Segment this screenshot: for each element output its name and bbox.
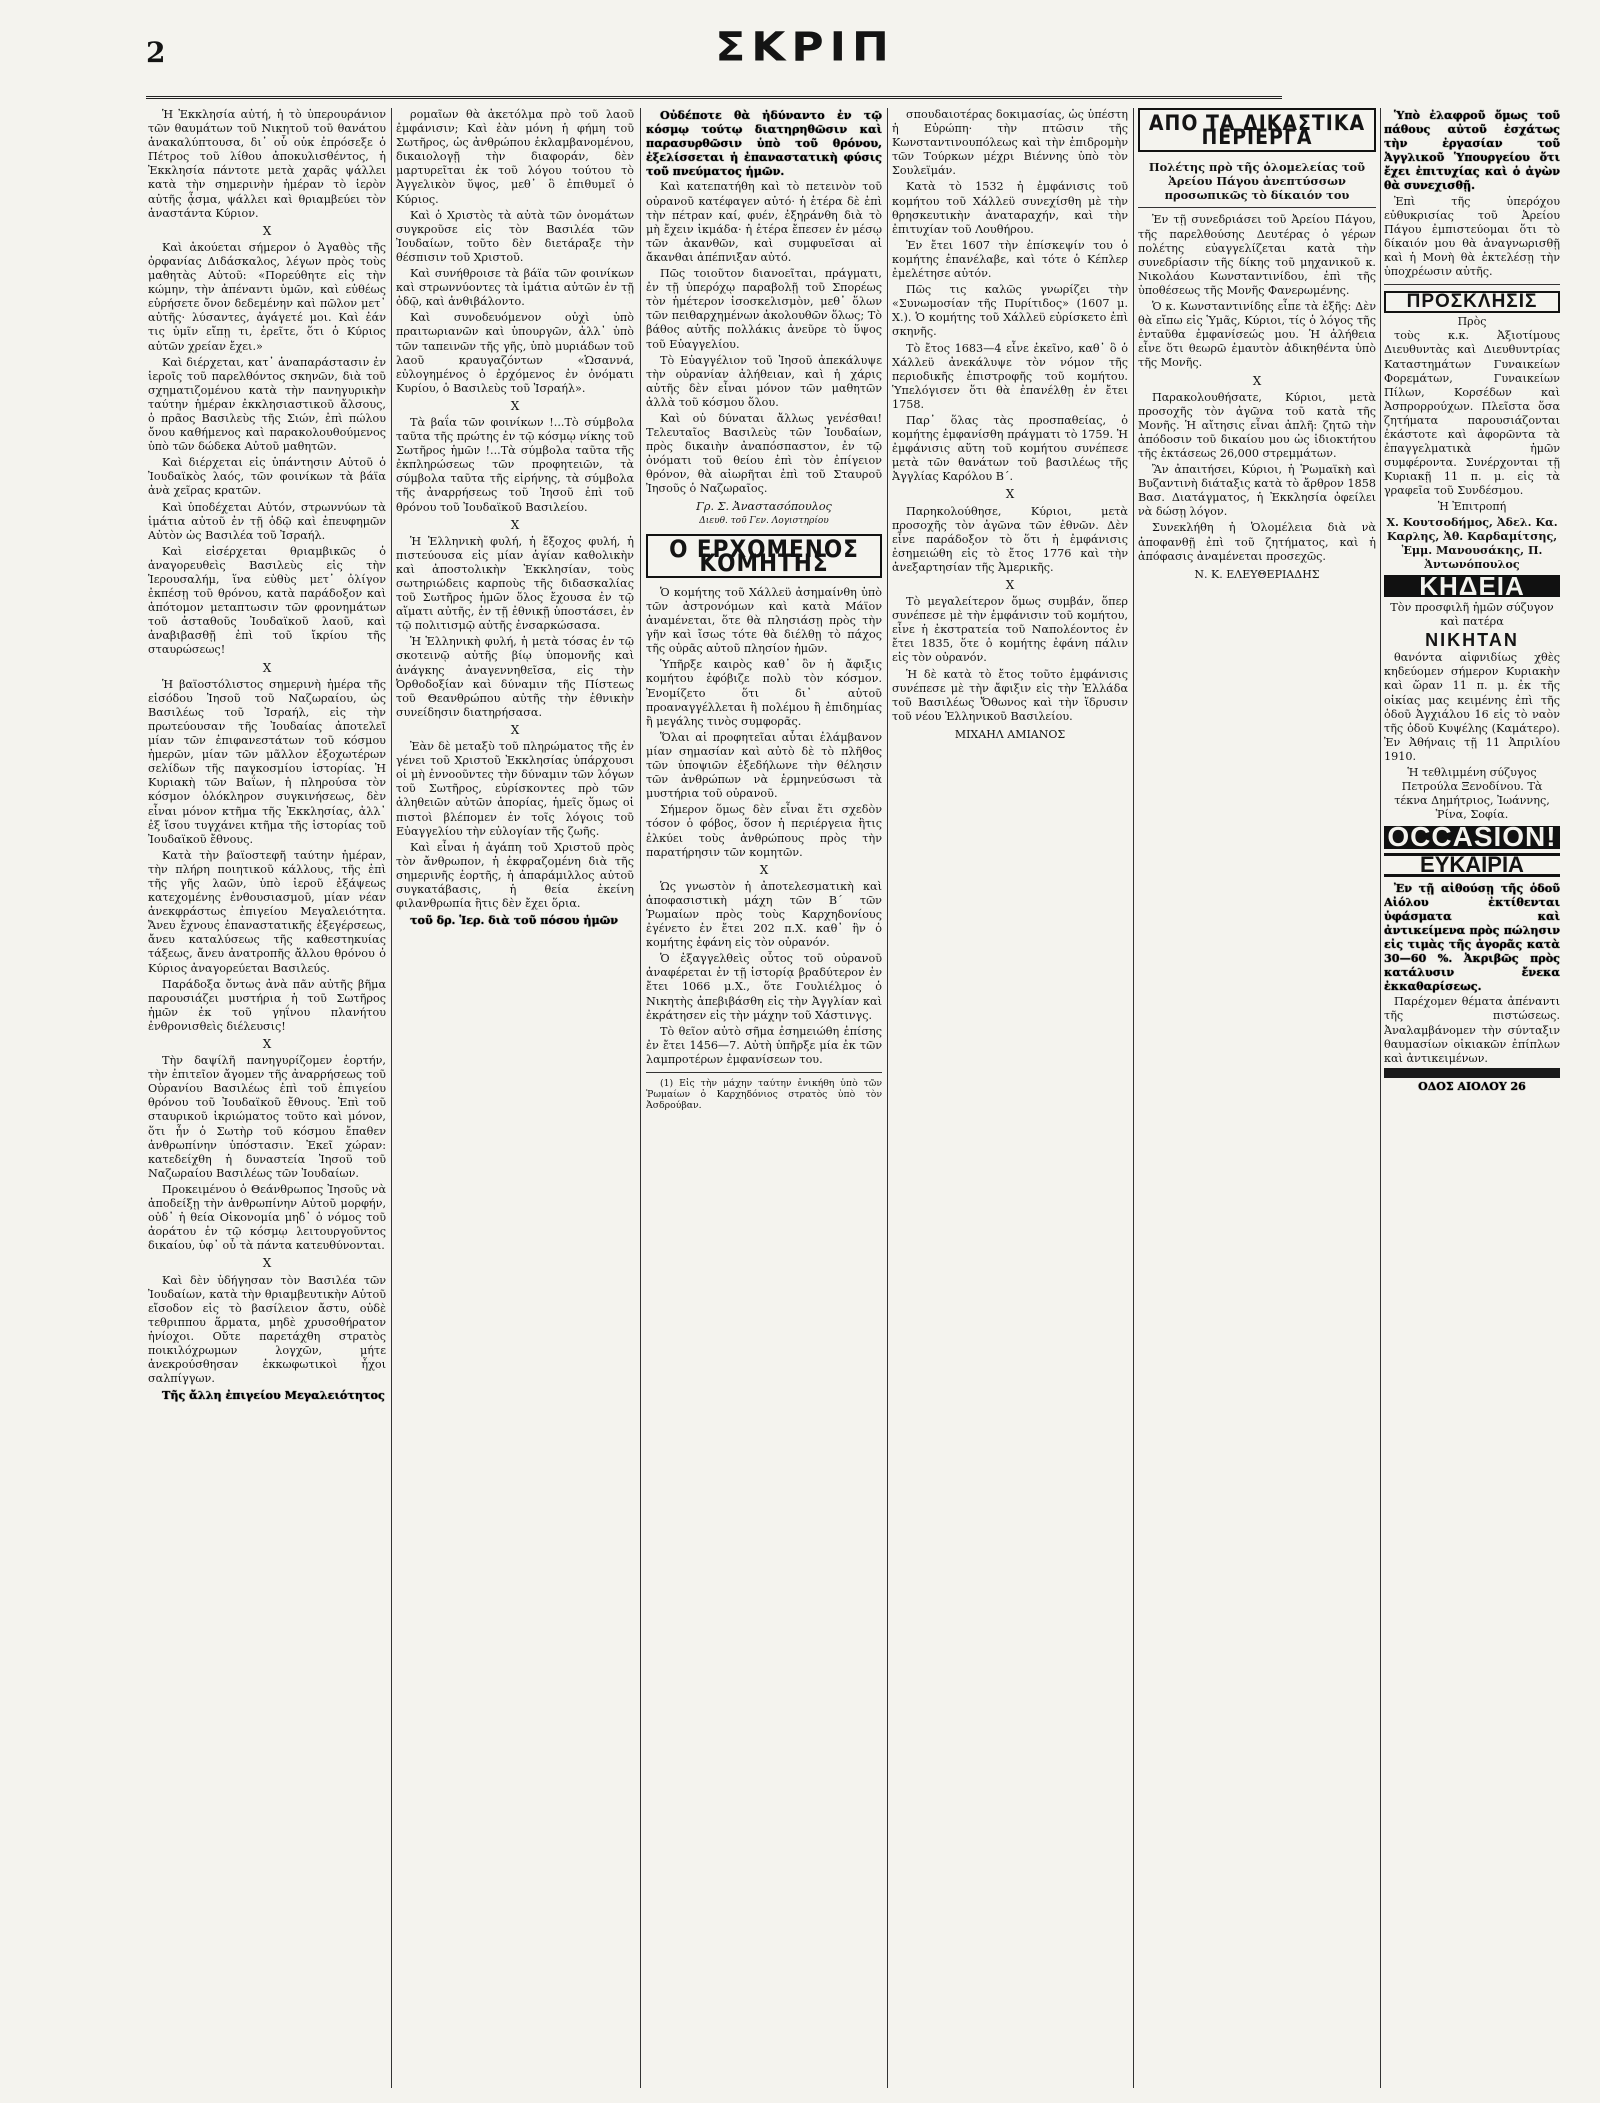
paragraph: Ἂν ἀπαιτήσει, Κύριοι, ἡ Ῥωμαϊκὴ καὶ Βυζαντινὴ διάταξις κατὰ τὸ ἄρθρον 1858 Βασ. Διατάγματος, ἡ Ἐκκλησία ὀφείλει νὰ δώσῃ λόγον.	[1138, 463, 1376, 519]
newspaper-masthead: ΣΚΡΙΠ	[715, 24, 895, 71]
ad-rule	[1384, 284, 1560, 285]
paragraph: Πῶς τις καλῶς γνωρίζει τὴν «Συνωμοσίαν τῆς Πυρίτιδος» (1607 μ. Χ.). Ὁ κομήτης τοῦ Χάλλεϋ εὑρίσκετο ἐπὶ σκηνῆς.	[892, 283, 1128, 339]
paragraph: Τὸ θεῖον αὐτὸ σῆμα ἐσημειώθη ἐπίσης ἐν ἔτει 1456—7. Αὐτὴ ὑπῆρξε μία ἐκ τῶν λαμπροτέρων ἐμφανίσεων του.	[646, 1024, 882, 1066]
paragraph: Καὶ συνοδευόμενον οὐχὶ ὑπὸ πραιτωριανῶν καὶ ὑπουργῶν, ἀλλ᾽ ὑπὸ τῶν ταπεινῶν τῆς γῆς, ὑπὸ μυριάδων τοῦ λαοῦ κραυγαζόντων «Ὡσαννά, εὐλογημένος ὁ ἐρχόμενος ἐν ὀνόματι Κυρίου, ὁ Βασιλεὺς τοῦ Ἰσραήλ».	[396, 311, 634, 395]
paragraph: Καὶ ὑποδέχεται Αὐτόν, στρωννύων τὰ ἱμάτια αὐτοῦ ἐν τῇ ὁδῷ καὶ ἐπευφημῶν Αὐτὸν ὡς Βασιλέα τοῦ Ἰσραήλ.	[148, 500, 386, 542]
column-2	[396, 108, 634, 2090]
signature-name: Γρ. Σ. Ἀναστασόπουλος	[696, 499, 832, 513]
paragraph: Ἡ Ἑλληνικὴ φυλή, ἡ μετὰ τόσας ἐν τῷ σκοτεινῷ αὐτῆς βίῳ ὑπομονῆς καὶ ἀνάγκης ἀναγεννηθεῖσα, εἰς τὴν Ὀρθοδοξίαν καὶ δύναμιν τῆς Πίστεως τοῦ Θεανθρώπου αὐτῆς τὴν ἐθνικὴν συνείδησιν διατηρήσασα.	[396, 635, 634, 719]
paragraph: Καὶ διέρχεται εἰς ὑπάντησιν Αὐτοῦ ὁ Ἰουδαϊκὸς λαός, τῶν φοινίκων τὰ βάϊα ἀνὰ χεῖρας κρατῶν.	[148, 456, 386, 498]
article-signature: ΜΙΧΑΗΛ ΑΜΙΑΝΟΣ	[954, 727, 1066, 741]
invitation-ad-sign: Ἡ Ἐπιτροπή	[1437, 500, 1507, 514]
paragraph: Σήμερον ὅμως δὲν εἶναι ἔτι σχεδὸν τόσον ὁ φόβος, ὅσον ἡ περιέργεια ἣτις ἐλκύει τοὺς ἀνθρώπους πρὸς τὴν παρατήρησιν τῶν κομητῶν.	[646, 803, 882, 859]
paragraph: Ἐὰν δὲ μεταξὺ τοῦ πληρώματος τῆς ἐν γένει τοῦ Χριστοῦ Ἐκκλησίας ὑπάρχουσι οἱ μὴ ἐννοοῦντες τὴν δύναμιν τῶν λόγων τοῦ Σωτῆρος, εὑρίσκοντες πρὸ τῶν ἀληθειῶν αὐτῶν ἀπορίας, ἡμεῖς ὅμως οἱ πιστοὶ βλέπομεν ἐν τοῖς λόγοις τοῦ Εὐαγγελίου τὴν εὐλογίαν τῆς ζωῆς.	[396, 740, 634, 838]
paragraph: Ὅλαι αἱ προφητεῖαι αὗται ἐλάμβανον μίαν σημασίαν καὶ αὐτὸ δὲ τὸ πλῆθος τῶν ὑποψιῶν ἐξεδήλωνε τὴν θέλησιν τῶν ἀνθρώπων νὰ ἑρμηνεύσωσι τὰ μυστήρια τοῦ οὐρανοῦ.	[646, 730, 882, 801]
paragraph: Πῶς τοιοῦτον διανοεῖται, πράγματι, ἐν τῇ ὑπερόχῳ παραβολῇ τοῦ Σπορέως τὸν ἡμέτερον ἰσοσκελισμὸν, μεθ᾽ ὅλων τῶν πειθαρχημένων ἀκολουθῶν ὅλως; Τὸ βάθος αὐτῆς πολλάκις ἀνεῦρε τὸ ὕψος τοῦ Εὐαγγελίου.	[646, 267, 882, 351]
paragraph: Ὁ κ. Κωνσταντινίδης εἶπε τὰ ἑξῆς: Δὲν θὰ εἴπω εἰς Ὑμᾶς, Κύριοι, τίς ὁ λόγος τῆς ἐνταῦθα ἐμφανίσεώς μου. Ἡ ἀλήθεια εἶνε ὅτι θεωρῶ ἐμαυτὸν ἀδικηθέντα ὑπὸ τῆς Μονῆς.	[1138, 300, 1376, 370]
column-3	[646, 108, 882, 2090]
paragraph: Κατὰ τὸ 1532 ἡ ἐμφάνισις τοῦ κομήτου τοῦ Χάλλεϋ συνεχίσθη μὲ τὴν θρησκευτικὴν ἀναταραχήν, καὶ τὴν ἐπιτυχίαν τοῦ Λουθήρου.	[892, 180, 1128, 236]
section-mark: X	[262, 223, 272, 238]
paragraph: Παρακολουθήσατε, Κύριοι, μετὰ προσοχῆς τὸν ἀγῶνα τοῦ κατὰ τῆς Μονῆς. Ἡ αἴτησις εἶναι ἀπλῆ: ζητῶ τὴν ἀπόδοσιν τοῦ δικαίου μου ὡς ἰδιοκτήτου τῆς ἐκτάσεως 26,000 στρεμμάτων.	[1138, 390, 1376, 460]
column-divider	[887, 108, 888, 2088]
column-1	[148, 108, 386, 2090]
column-5	[1138, 108, 1376, 2090]
paragraph: Ἡ δὲ κατὰ τὸ ἔτος τοῦτο ἐμφάνισις συνέπεσε μὲ τὴν ἄφιξιν εἰς τὴν Ἑλλάδα τοῦ Βασιλέως Ὄθωνος καὶ τὴν ἵδρυσιν τοῦ νέου Ἑλληνικοῦ Βασιλείου.	[892, 667, 1128, 723]
column-divider	[640, 108, 641, 2088]
section-mark: X	[1005, 578, 1015, 592]
occasion-ad-sub: ΕΥΚΑΙΡΙΑ	[1384, 853, 1560, 877]
paragraph-faded: τοῦ δρ. Ἱερ. διὰ τοῦ πόσου ἡμῶν	[410, 913, 619, 928]
occasion-ad-address: ΟΔΟΣ ΑΙΟΛΟΥ 26	[1418, 1079, 1526, 1093]
funeral-ad-name: ΝΙΚΗΤΑΝ	[1425, 630, 1519, 651]
paragraph: Προκειμένου ὁ Θεάνθρωπος Ἰησοῦς νὰ ἀποδείξῃ τὴν ἀνθρωπίνην Αὐτοῦ μορφήν, οὐδ᾽ ἡ θεία Οἰκονομία μηδ᾽ ὁ νόμος τοῦ ἀοράτου ἐν τῷ κόσμῳ λειτουργοῦντος δικαίου, ὑφ᾽ οὗ τὰ πάντα κατευθύνονται.	[148, 1182, 386, 1253]
paragraph: Τὴν δαψίλῆ πανηγυρίζομεν ἑορτήν, τὴν ἐπιτεῖον ἄγομεν τῆς ἀναρρήσεως τοῦ Οὐρανίου Βασιλέως ἐπὶ τοῦ ἐπιγείου θρόνου τοῦ Ἰουδαϊκοῦ ἔθνους. Ἐπὶ τοῦ σταυρικοῦ ἱκριώματος τοῦτο καὶ μόνον, ὅτι ἦν ὁ Σωτὴρ τοῦ κόσμου ἔπαθεν ἀνθρωπίνην ὑπόστασιν. Ἐκεῖ χώραν: κατεδείχθη ἡ δυναστεία Ἰησοῦ τοῦ Ναζωραίου Βασιλέως τῶν Ἰουδαίων.	[148, 1054, 386, 1180]
footnote-rule	[646, 1072, 882, 1073]
invitation-ad-names: Χ. Κουτσοδήμος, Ἀδελ. Κα. Καρλης, Ἀθ. Καρδαμίτσης, Ἐμμ. Μανουσάκης, Π. Ἀντωνόπουλος	[1386, 514, 1558, 571]
column-divider	[1133, 108, 1134, 2088]
paragraph: Καὶ εἶναι ἡ ἀγάπη τοῦ Χριστοῦ πρὸς τὸν ἄνθρωπον, ἡ ἐκφραζομένη διὰ τῆς σημερινῆς ἑορτῆς, ἡ ἀπαράμιλλος αὐτοῦ συγκατάβασις, ἡ θεία ἐκείνη φιλανθρωπία ἣτις δὲν ἔχει ὅρια.	[396, 840, 634, 911]
paragraph: Ὡς γνωστὸν ἡ ἀποτελεσματικὴ καὶ ἀποφασιστικὴ μάχη τῶν Β΄ τῶν Ῥωμαίων πρὸς τοὺς Καρχηδονίους ἐγένετο ἐν ἔτει 202 π.Χ. καθ᾽ ἣν ὁ κομήτης ἐφάνη εἰς τὸν οὐρανόν.	[646, 879, 882, 950]
paragraph: Τὸ μεγαλείτερον ὅμως συμβάν, ὅπερ συνέπεσε μὲ τὴν ἐμφάνισιν τοῦ κομήτου, εἶνε ἡ ἐκστρατεία τοῦ Ναπολέοντος ἐν ἔτει 1835, ὅτε ὁ κομήτης ἐφάνη πάλιν εἰς τὸν οὐρανόν.	[892, 595, 1128, 665]
paragraph: Τὸ Εὐαγγέλιον τοῦ Ἰησοῦ ἀπεκάλυψε τὴν οὐρανίαν ἀλήθειαν, καὶ ἡ χάρις αὐτῆς δὲν εἶναι μόνον τῶν μαθητῶν ἀλλὰ τοῦ κόσμου ὅλου.	[646, 353, 882, 409]
section-mark: X	[1252, 373, 1262, 388]
section-mark: X	[510, 398, 520, 413]
paragraph: Ἐν τῇ συνεδριάσει τοῦ Ἀρείου Πάγου, τῆς παρελθούσης Δευτέρας ὁ γέρων πολέτης εὐαγγελίζεται κατὰ τὴν συνεδρίασιν τῆς δίκης τοῦ μηχανικοῦ κ. Νικολάου Κωνσταντινίδου, ἐπὶ τῆς ὑποθέσεως τῆς Μονῆς Φανερωμένης.	[1138, 213, 1376, 297]
occasion-ad-title: OCCASION!	[1384, 826, 1560, 848]
paragraph: Καὶ ἀκούεται σήμερον ὁ Ἀγαθὸς τῆς ὀρφανίας Διδάσκαλος, λέγων πρὸς τοὺς μαθητὰς Αὐτοῦ: «Πορεύθητε εἰς τὴν κώμην, τὴν ἀπέναντι ὑμῶν, καὶ εὐθέως εὑρήσετε ὄνον δεδεμένην καὶ πῶλον μετ᾽ αὐτῆς· λύσαντες, ἀγάγετέ μοι. Καὶ ἐάν τις ὑμῖν εἴπῃ τι, ἐρεῖτε, ὅτι ὁ Κύριος αὐτῶν χρείαν ἔχει.»	[148, 240, 386, 353]
section-mark: X	[1005, 487, 1015, 502]
funeral-ad-family: Ἡ τεθλιμμένη σύζυγος Πετρούλα Ξενοδίνου. Τὰ τέκνα Δημήτριος, Ἰωάννης, Ῥίνα, Σοφία.	[1394, 766, 1550, 822]
funeral-ad-text: Τὸν προσφιλῆ ἡμῶν σύζυγον καὶ πατέρα	[1390, 601, 1554, 629]
paragraph: Καὶ οὐ δύναται ἄλλως γενέσθαι! Τελευταῖος Βασιλεὺς τῶν Ἰουδαίων, πρὸς δικαιὴν ἀναπόσπαστον, ἐν τῷ ὀνόματι τοῦ θείου ἐπὶ τὸν ἐπίγειον θρόνον, θὰ αἰωρῆται ἐπὶ τοῦ Σταυροῦ Ἰησοῦς ὁ Ναζωραῖος.	[646, 411, 882, 496]
paragraph: Ἐν ἔτει 1607 τὴν ἐπίσκεψίν του ὁ κομήτης ἐπανέλαβε, καὶ τότε ὁ Κέπλερ ἐμελέτησε αὐτόν.	[892, 238, 1128, 281]
occasion-ad-text: Ἐν τῇ αἰθούσῃ τῆς ὁδοῦ Αἰόλου ἐκτίθενται ὑφάσματα καὶ ἀντικείμενα πρὸς πώλησιν εἰς τιμὰς τῆς ἀγορᾶς κατὰ 30—60 %. Ἀκριβῶς πρὸς κατάλυσιν ἔνεκα ἐκκαθαρίσεως.	[1384, 880, 1560, 994]
article-signature: Ν. Κ. ΕΛΕΥΘΕΡΙΑΔΗΣ	[1194, 567, 1320, 581]
section-mark: X	[510, 517, 520, 532]
section-mark: X	[262, 1037, 272, 1051]
paragraph: Ὁ κομήτης τοῦ Χάλλεϋ ἀσημαίνθη ὑπὸ τῶν ἀστρονόμων καὶ κατὰ Μάϊον ἀναμένεται, ὅτε θὰ πλησιάσῃ πρὸς τὴν γῆν καὶ ἴσως τότε θὰ διέλθῃ τὸ πάχος τῆς οὐρᾶς αὐτοῦ πλησίον ἡμῶν.	[646, 585, 882, 656]
column-4	[892, 108, 1128, 2090]
column-divider	[1380, 108, 1381, 2088]
funeral-ad-title: ΚΗΔΕΙΑ	[1384, 575, 1560, 597]
paragraph: Ἡ βαϊοστόλιστος σημερινὴ ἡμέρα τῆς εἰσόδου Ἰησοῦ τοῦ Ναζωραίου, ὡς Βασιλέως τοῦ Ἰσραήλ, εἰς τὴν πρωτεύουσαν τῆς Ἰουδαίας ἀποτελεῖ μίαν τῶν ἐπιφανεστάτων τοῦ κόσμου ἡμερῶν, μίαν τῶν μᾶλλον ἐξοχωτέρων σελίδων τῆς παγκοσμίου ἱστορίας. Ἡ Κυριακὴ τῶν Βαΐων, ἡ πληρούσα τὸν κόσμον ὁλόκληρον συγκινήσεως, δὲν εἶναι μόνον κτῆμα τῆς Ἐκκλησίας, ἀλλ᾽ ἐξ ἴσου τυγχάνει κτῆμα τῆς ἱστορίας τοῦ Ἰουδαϊκοῦ ἔθνους.	[148, 677, 386, 846]
paragraph: Συνεκλήθη ἡ Ὁλομέλεια διὰ νὰ ἀποφανθῇ ἐπὶ τοῦ ζητήματος, καὶ ἡ ἀπόφασις ἀναμένεται προσεχῶς.	[1138, 521, 1376, 563]
subheading-rule	[1138, 207, 1376, 208]
paragraph-faded: Οὐδέποτε θὰ ἠδύναντο ἐν τῷ κόσμῳ τούτῳ διατηρηθῶσιν καὶ παρασυρθῶσιν ὑπὸ τοῦ θρόνου, ἐξελίσσεται ἡ ἐπαναστατικὴ φύσις τοῦ πνεύματος ἡμῶν.	[646, 108, 882, 179]
paragraph: Τὰ βαΐα τῶν φοινίκων !...Τὸ σύμβολα ταῦτα τῆς πρώτης ἐν τῷ κόσμῳ νίκης τοῦ Σωτῆρος ἡμῶν !...Τὰ σύμβολα ταῦτα τῆς ἐκπληρώσεως τῶν προφητειῶν, τὰ σύμβολα ταῦτα τῆς εἰρήνης, τὰ σύμβολα τῆς ἀναρρήσεως τοῦ Ἰησοῦ ἐπὶ τοῦ θρόνου τοῦ Ἰουδαϊκοῦ Βασιλείου.	[396, 415, 634, 514]
paragraph: Ἡ Ἑλληνικὴ φυλή, ἡ ἔξοχος φυλή, ἡ πιστεύουσα εἰς μίαν ἁγίαν καθολικὴν καὶ ἀποστολικὴν Ἐκκλησίαν, τοὺς σωτηριώδεις καρποὺς τῆς διδασκαλίας τοῦ Σωτῆρος ἡμῶν ὅλος ἔχουσα ἐν τῷ αἵματι αὐτῆς, ἐν τῇ ἐθνικῇ ὑποστάσει, ἐν τῷ πολιτισμῷ αὐτῆς ἐνσαρκώσασα.	[396, 534, 634, 633]
paragraph-faded: Ὑπὸ ἐλαφροῦ ὅμως τοῦ πάθους αὐτοῦ ἐσχάτως τὴν ἐργασίαν τοῦ Ἀγγλικοῦ Ὑπουργείου ὅτι ἔχει ἐπιτυχίας καὶ ὁ ἀγὼν θὰ συνεχισθῇ.	[1384, 108, 1560, 193]
page-number: 2	[146, 36, 166, 69]
comet-article-heading: Ο ΕΡΧΟΜΕΝΟΣ ΚΟΜΗΤΗΣ	[646, 534, 882, 578]
signature-title: Διευθ. τοῦ Γεν. Λογιστηρίου	[699, 515, 829, 526]
section-mark: X	[759, 862, 769, 877]
article-subheading: Πολέτης πρὸ τῆς ὁλομελείας τοῦ Ἀρείου Πάγου ἀνεπτύσσων προσωπικῶς τὸ δίκαιόν του	[1148, 160, 1366, 203]
section-mark: X	[262, 1256, 272, 1271]
paragraph: Παράδοξα ὄντως ἀνὰ πᾶν αὐτῆς βῆμα παρουσιάζει μυστήρια ἡ τοῦ Σωτῆρος ἡμῶν ἐκ τοῦ γηΐνου πλανήτου ἐνθρονισθεὶς διέλευσις!	[148, 977, 386, 1033]
paragraph-faded: Τῆς ἄλλη ἐπιγείου Μεγαλειότητος	[162, 1388, 385, 1403]
invitation-ad-sub: Πρὸς	[1457, 315, 1487, 329]
paragraph: Καὶ κατεπατήθη καὶ τὸ πετεινὸν τοῦ οὐρανοῦ κατέφαγεν αὐτό· ἡ ἑτέρα δὲ ἐπὶ τὴν πέτραν καί, φυέν, ἐξηράνθη διὰ τὸ μὴ ἔχειν ἰκμάδα· ἡ ἑτέρα ἔπεσεν ἐν μέσῳ τῶν ἀκανθῶν, καὶ συμφυεῖσαι αἱ ἄκανθαι ἀπέπνιξαν αὐτό.	[646, 180, 882, 264]
ink-smudge	[1384, 1068, 1560, 1078]
section-mark: X	[510, 722, 520, 737]
invitation-ad-title: ΠΡΟΣΚΛΗΣΙΣ	[1384, 291, 1560, 313]
header-rule	[146, 96, 1282, 99]
paragraph: Ἐπὶ τῆς ὑπερόχου εὐθυκρισίας τοῦ Ἀρείου Πάγου ἐμπιστεύομαι ὅτι τὸ δίκαιόν μου θὰ ἀναγνωρισθῇ καὶ ἡ Μονὴ θὰ ἐκτελέσῃ τὴν ὑποχρέωσιν αὐτῆς.	[1384, 194, 1560, 279]
occasion-ad-more: Παρέχομεν θέματα ἀπέναντι τῆς πιστώσεως. Ἀναλαμβάνομεν τὴν σύνταξιν θαυμασίων οἰκιακῶν ἐπίπλων καὶ ἀντικειμένων.	[1384, 995, 1560, 1065]
footnote: (1) Εἰς τὴν μάχην ταύτην ἐνικήθη ὑπὸ τῶν Ῥωμαίων ὁ Καρχηδόνιος στρατὸς ὑπὸ τὸν Ἀσδρούβαν.	[646, 1078, 882, 1111]
paragraph: Καὶ εἰσέρχεται θριαμβικῶς ὁ ἀναγορευθεὶς Βασιλεὺς εἰς τὴν Ἱερουσαλήμ, ἵνα εὐθὺς μετ᾽ ὀλίγον ἐκπέσῃ τοῦ θρόνου, κατὰ παράδοξον καὶ ἀπότομον μεταπτωσιν τῶν φρονημάτων τοῦ ἀσταθοῦς Ἰουδαϊκοῦ λαοῦ, καὶ ἀναβιβασθῇ ἐπὶ τοῦ ἴκρίου τῆς σταυρώσεως!	[148, 544, 386, 657]
invitation-ad-text: τοὺς κ.κ. Ἀξιοτίμους Διευθυντὰς καὶ Διευθυντρίας Καταστημάτων Γυναικείων Φορεμάτων, Γυναικείων Πίλων, Κορσέδων καὶ Ἀσπρορρούχων. Πλεῖστα ὅσα ζητήματα παρουσιάζονται ἑκάστοτε καὶ ἀφορῶντα τὰ ἐπαγγελματικὰ ἡμῶν συμφέροντα. Συνέρχονται τῇ Κυριακῇ 11 π. μ. εἰς τὰ γραφεῖα τοῦ Συνδέσμου.	[1384, 329, 1560, 498]
paragraph: Ἡ Ἐκκλησία αὐτή, ἡ τὸ ὑπερουράνιον τῶν θαυμάτων τοῦ Νικητοῦ τοῦ θανάτου ἀνακαλύπτουσα, δι᾽ οὗ οὐκ ἐπρόσεξε ὁ Πέτρος τοῦ λίθου ἀποκυλισθέντος, ἡ Ἐκκλησία πάντοτε μετὰ χαρᾶς ψάλλει κατὰ τὴν σημερινὴν ἡμέραν τὸ ἱερὸν αὐτῆς ᾆσμα, ψάλλει καὶ θριαμβεύει τὸν ἀναστάντα Κύριον.	[148, 108, 386, 220]
paragraph: Ὁ ἐξαγγελθεὶς οὗτος τοῦ οὐρανοῦ ἀναφέρεται ἐν τῇ ἱστορίᾳ βραδύτερον ἐν ἔτει 1066 μ.Χ., ὅτε Γουλιέλμος ὁ Νικητὴς ἀπεβιβάσθη εἰς τὴν Ἀγγλίαν καὶ ἐκράτησεν εἰς τὴν μάχην τοῦ Χάστινγς.	[646, 952, 882, 1022]
paragraph: Τὸ ἔτος 1683—4 εἶνε ἐκεῖνο, καθ᾽ ὃ ὁ Χάλλεϋ ἀνεκάλυψε τὸν νόμον τῆς περιοδικῆς ἐπιστροφῆς τοῦ κομήτου. Ὑπελόγισεν ὅτι θὰ ἐπανέλθῃ ἐν ἔτει 1758.	[892, 341, 1128, 411]
paragraph: Καὶ ὁ Χριστὸς τὰ αὐτὰ τῶν ὀνομάτων συγκροῦσε εἰς τὸν Βασιλέα τῶν Ἰουδαίων, τοῦτο δὲν διετάραξε τὴν θέσπισιν τοῦ Χριστοῦ.	[396, 208, 634, 264]
paragraph: Ὑπῆρξε καιρὸς καθ᾽ ὃν ἡ ἄφιξις κομήτου ἐφόβιζε πολὺ τὸν κόσμον. Ἐνομίζετο ὅτι δι᾽ αὐτοῦ προαναγγέλλεται ἢ πολέμου ἢ ἐπιδημίας ἢ μεγάλης τινὸς συμφορᾶς.	[646, 658, 882, 728]
funeral-ad-body: θανόντα αἰφνιδίως χθὲς κηδεύομεν σήμερον Κυριακὴν καὶ ὥραν 11 π. μ. ἐκ τῆς οἰκίας μας κειμένης ἐπὶ τῆς ὁδοῦ Ἀγχιάλου 16 εἰς τὸ ναὸν τῆς ὁδοῦ Κυψέλης (Καμάτερο). Ἐν Ἀθήναις τῇ 11 Ἀπριλίου 1910.	[1384, 651, 1560, 763]
paragraph: Παρ᾽ ὅλας τὰς προσπαθείας, ὁ κομήτης ἐμφανίσθη πράγματι τὸ 1759. Ἡ ἐμφάνισις αὕτη τοῦ κομήτου συνέπεσε μετὰ τῶν θανάτων τοῦ βασιλέως τῆς Ἀγγλίας Καρόλου Β΄.	[892, 413, 1128, 484]
article-signature	[646, 500, 882, 528]
column-divider	[391, 108, 392, 2088]
paragraph: Καὶ διέρχεται, κατ᾽ ἀναπαράστασιν ἐν ἱεροῖς τοῦ παρελθόντος σκηνῶν, διὰ τοῦ σχηματιζομένου κατὰ τὴν πανηγυρικὴν ταύτην ἡμέραν ἐκκλησιαστικοῦ ἄλσους, ὁ πρᾶος Βασιλεὺς τῆς Σιών, ἐπὶ πώλου ὄνου καθήμενος καὶ παρακολουθούμενος ὑπὸ τῶν δώδεκα Αὐτοῦ μαθητῶν.	[148, 355, 386, 454]
court-article-heading: ΑΠΟ ΤΑ ΔΙΚΑΣΤΙΚΑ ΠΕΡΙΕΡΓΑ	[1138, 108, 1376, 152]
paragraph: Καὶ δὲν ὑδήγησαν τὸν Βασιλέα τῶν Ἰουδαίων, κατὰ τὴν θριαμβευτικὴν Αὐτοῦ εἴσοδον εἰς τὸ βασίλειον ἄστυ, οὐδὲ τεθριππου ἅρματα, μηδὲ χρυσοθήρατον ἡνίοχοι. Οὔτε παρετάχθη στρατὸς ποικιλόχρωμων λογχῶν, μήτε ἀνεκρούσθησαν ἐκκωφωτικοὶ ἦχοι σαλπίγγων.	[148, 1273, 386, 1386]
paragraph: Παρηκολούθησε, Κύριοι, μετὰ προσοχῆς τὸν ἀγῶνα τῶν ἐθνῶν. Δὲν εἶνε παράδοξον τὸ ὅτι ἡ ἐμφάνισις ἐσημειώθη εἰς τὸ ἔτος 1776 καὶ τὴν ἀνεξαρτησίαν τῆς Ἀμερικῆς.	[892, 504, 1128, 574]
section-mark: X	[262, 660, 272, 675]
paragraph: Καὶ συνήθροισε τὰ βάϊα τῶν φοινίκων καὶ στρωννύοντες τὰ ἱμάτια αὐτῶν ἐν τῇ ὁδῷ, καὶ ἀνθιβάλοντο.	[396, 267, 634, 309]
column-6-classifieds	[1384, 108, 1560, 2090]
paragraph: Κατὰ τὴν βαϊοστεφῆ ταύτην ἡμέραν, τὴν πλήρη ποιητικοῦ κάλλους, τῆς ἐπὶ τῆς γῆς λαῶν, ὑπὸ ἱεροῦ ἐξάψεως κατεχομένης ἐνθουσιασμοῦ, μίαν νέαν ἀνεκφράστως ἐπιγείου Μεγαλειότητα. Ἄνευ ἔχνους ἐπαναστατικῆς ἐξεγέρσεως, ἄνευ καταλύσεως τῆς καθεστηκυίας τάξεως, ἄνευ ἀνατροπῆς ἄλλου θρόνου ὁ Κύριος ἀναγορεύεται Βασιλεύς.	[148, 848, 386, 975]
paragraph: σπουδαιοτέρας δοκιμασίας, ὡς ὑπέστη ἡ Εὐρώπη· τὴν πτῶσιν τῆς Κωνσταντινουπόλεως καὶ τὴν ἐπιδρομὴν τῶν Τούρκων μέχρι Βιέννης ὑπὸ τὸν Σουλεϊμάν.	[892, 108, 1128, 178]
paragraph: ρομαῖων θὰ ἀκετόλμα πρὸ τοῦ λαοῦ ἐμφάνισιν; Καὶ ἐὰν μόνη ἡ φήμη τοῦ Σωτῆρος, ὡς ἀνθρώπου ἐκλαμβανομένου, δικαιολογῇ τὴν διαφοράν, δὲν μαρτυρεῖται ἐκ τοῦ λόγου τούτου τὸ Ἀγγελικὸν ὕψος, μεθ᾽ ὃ ἐπιθυμεῖ ὁ Κύριος.	[396, 108, 634, 206]
